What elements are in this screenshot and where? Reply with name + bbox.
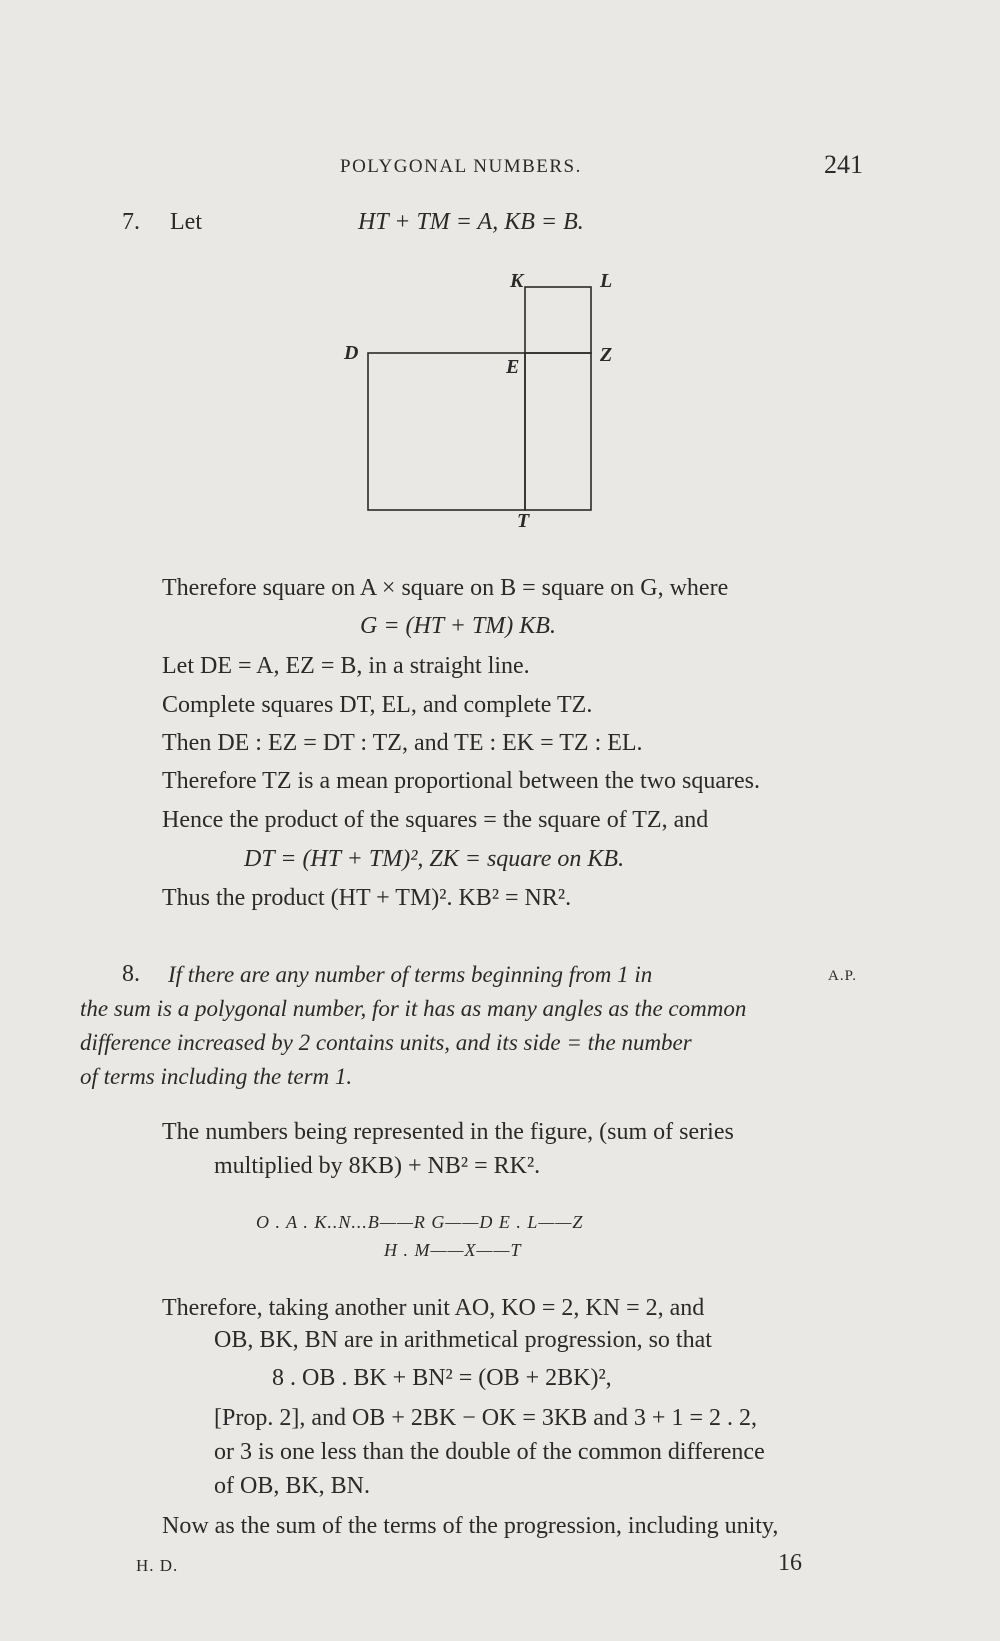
proof-7-line-3: Let DE = A, EZ = B, in a straight line. [162, 653, 530, 679]
section-7-number: 7. [122, 209, 140, 235]
label-z: Z [600, 344, 613, 366]
page-number: 241 [824, 150, 863, 179]
rectangle-tz [525, 353, 591, 510]
proof-7-line-7: Hence the product of the squares = the square of TZ, and [162, 807, 709, 833]
proof-7-line-2: G = (HT + TM) KB. [360, 613, 556, 639]
section-8-ap: A.P. [828, 968, 858, 984]
section-8-line-3: difference increased by 2 contains units, and its side = the number [80, 1030, 692, 1055]
figure-drawing [330, 270, 630, 540]
section-8-line-4: of terms including the term 1. [80, 1064, 353, 1089]
proof-7-line-4: Complete squares DT, EL, and complete TZ. [162, 692, 593, 718]
para-1-line-2: multiplied by 8KB) + NB² = RK². [214, 1153, 541, 1179]
proof-7-line-1: Therefore square on A × square on B = square on G, where [162, 575, 729, 601]
proof-7-line-8: DT = (HT + TM)², ZK = square on KB. [244, 846, 625, 872]
section-7-expression: HT + TM = A, KB = B. [358, 209, 584, 235]
section-8-line-2: the sum is a polygonal number, for it has as many angles as the common [80, 996, 747, 1021]
proof-7-line-5: Then DE : EZ = DT : TZ, and TE : EK = TZ : EL. [162, 730, 643, 756]
para-2-line-3: 8 . OB . BK + BN² = (OB + 2BK)², [272, 1365, 612, 1391]
geometric-figure [330, 270, 630, 540]
section-8-number: 8. [122, 961, 140, 987]
para-1-line-1: The numbers being represented in the figure, (sum of series [162, 1119, 734, 1145]
sheet-number: 16 [778, 1550, 802, 1576]
para-2-line-6: of OB, BK, BN. [214, 1473, 371, 1499]
square-el [525, 287, 591, 353]
proof-7-line-6: Therefore TZ is a mean proportional between the two squares. [162, 768, 761, 794]
series-line-1: O . A . K..N...B——R G——D E . L——Z [256, 1212, 584, 1232]
para-2-line-2: OB, BK, BN are in arithmetical progression, so that [214, 1327, 712, 1353]
para-3-line-1: Now as the sum of the terms of the progression, including unity, [162, 1513, 779, 1539]
signature-mark: H. D. [136, 1556, 179, 1575]
label-d: D [344, 342, 359, 364]
label-e: E [506, 356, 520, 378]
label-l: L [600, 270, 613, 292]
para-2-line-1: Therefore, taking another unit AO, KO = 2, KN = 2, and [162, 1295, 705, 1321]
section-8-line-1: If there are any number of terms beginning from 1 in [168, 962, 653, 987]
para-2-line-5: or 3 is one less than the double of the common difference [214, 1439, 765, 1465]
running-title: POLYGONAL NUMBERS. [340, 156, 582, 177]
series-line-2: H . M——X——T [384, 1240, 522, 1260]
label-k: K [510, 270, 524, 292]
label-t: T [517, 510, 530, 532]
para-2-line-4: [Prop. 2], and OB + 2BK − OK = 3KB and 3 + 1 = 2 . 2, [214, 1405, 757, 1431]
proof-7-line-9: Thus the product (HT + TM)². KB² = NR². [162, 885, 572, 911]
section-7-let: Let [170, 209, 202, 235]
square-dt [368, 353, 525, 510]
